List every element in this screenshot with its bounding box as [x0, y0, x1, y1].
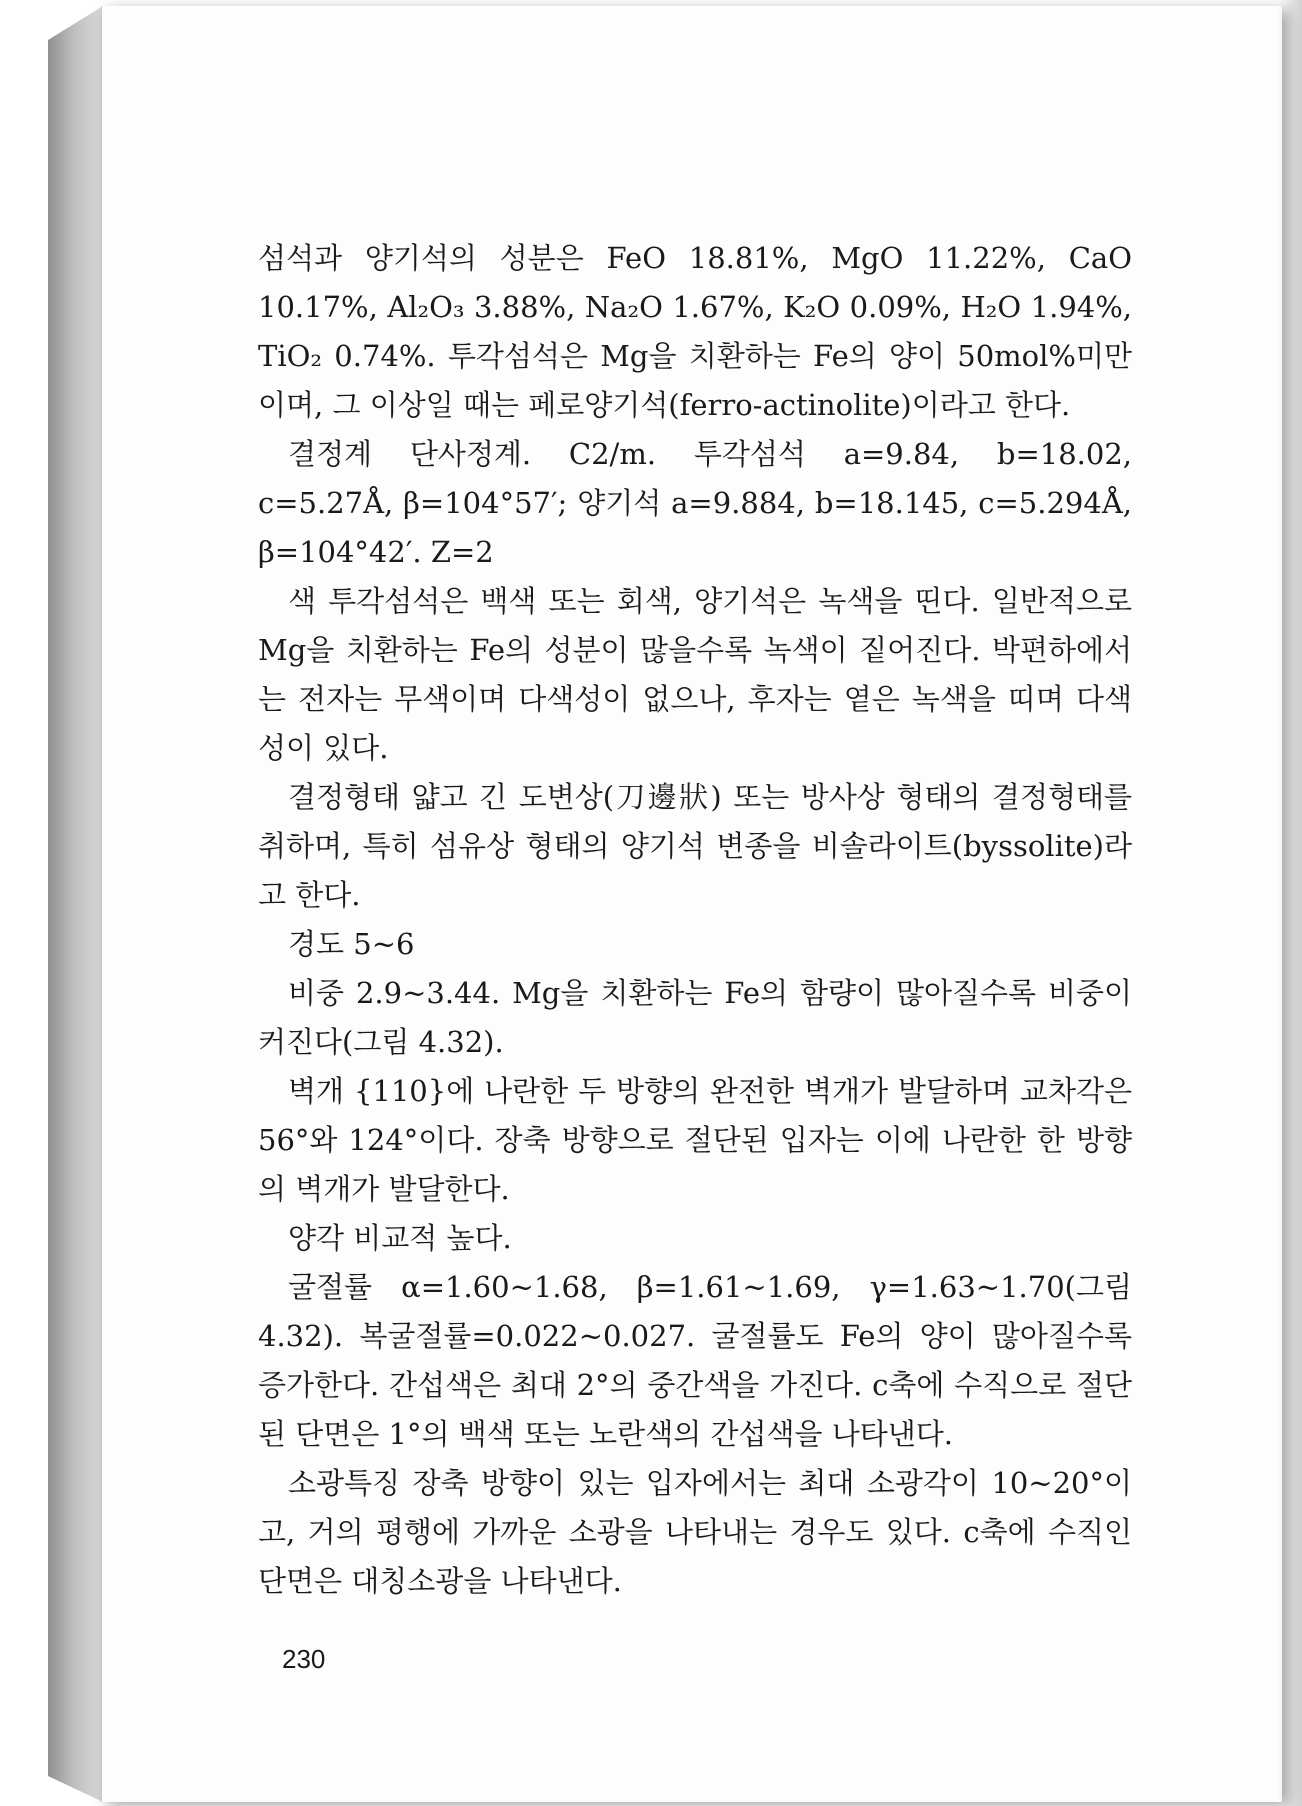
paragraph-hardness: 경도 5~6: [288, 927, 415, 961]
paragraph-composition: 섬석과 양기석의 성분은 FeO 18.81%, MgO 11.22%, CaO 10.17%, Al₂O₃ 3.88%, Na₂O 1.67%, K₂O 0.09%, H₂O 1.94%, TiO₂ 0.74%. 투각섬석은 Mg을 치환하는 Fe의 양이 50mol%미만이며, 그 이상일 때는 페로양기석(ferro-actinolite)이라고 한다.: [258, 241, 1132, 422]
paragraph-crystal-habit: 결정형태 얇고 긴 도변상(刀邊狀) 또는 방사상 형태의 결정형태를 취하며, 특히 섬유상 형태의 양기석 변종을 비솔라이트(byssolite)라고 한다.: [258, 780, 1132, 912]
page-edge-shadow: [1278, 0, 1302, 1806]
paragraph-specific-gravity: 비중 2.9~3.44. Mg을 치환하는 Fe의 함량이 많아질수록 비중이 커진다(그림 4.32).: [258, 976, 1132, 1059]
paragraph-crystal-system: 결정계 단사정계. C2/m. 투각섬석 a=9.84, b=18.02, c=5.27Å, β=104°57′; 양기석 a=9.884, b=18.145, c=5.294Å, β=104°42′. Z=2: [258, 437, 1132, 569]
body-text: [258, 234, 1132, 1606]
page-stack-edge: [48, 6, 103, 1802]
paragraph-relief: 양각 비교적 높다.: [288, 1221, 512, 1255]
paragraph-refractive-index: 굴절률 α=1.60~1.68, β=1.61~1.69, γ=1.63~1.70(그림 4.32). 복굴절률=0.022~0.027. 굴절률도 Fe의 양이 많아질수록 증가한다. 간섭색은 최대 2°의 중간색을 가진다. c축에 수직으로 절단된 단면은 1°의 백색 또는 노란색의 간섭색을 나타낸다.: [258, 1270, 1132, 1451]
paragraph-cleavage: 벽개 {110}에 나란한 두 방향의 완전한 벽개가 발달하며 교차각은 56°와 124°이다. 장축 방향으로 절단된 입자는 이에 나란한 한 방향의 벽개가 발달한다.: [258, 1074, 1132, 1206]
page-number: 230: [282, 1644, 326, 1674]
paragraph-extinction: 소광특징 장축 방향이 있는 입자에서는 최대 소광각이 10~20°이고, 거의 평행에 가까운 소광을 나타내는 경우도 있다. c축에 수직인 단면은 대칭소광을 나타낸다.: [258, 1466, 1132, 1598]
paragraph-color: 색 투각섬석은 백색 또는 회색, 양기석은 녹색을 띤다. 일반적으로 Mg을 치환하는 Fe의 성분이 많을수록 녹색이 짙어진다. 박편하에서는 전자는 무색이며 다색성이 없으나, 후자는 옅은 녹색을 띠며 다색성이 있다.: [258, 584, 1132, 765]
